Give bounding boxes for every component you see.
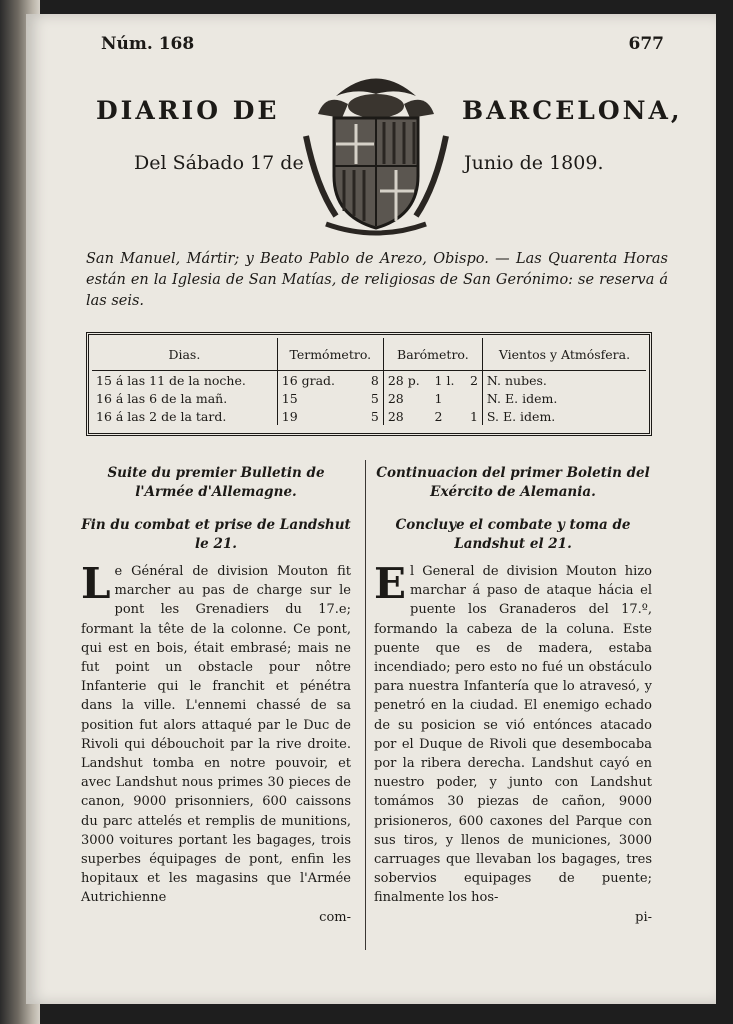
page-number: 677 bbox=[628, 34, 664, 54]
title-right: BARCELONA, bbox=[462, 96, 683, 125]
french-article bbox=[81, 559, 351, 908]
spanish-subheading: Concluye el combate y toma de Landshut el 21. bbox=[395, 517, 631, 552]
table-row bbox=[92, 407, 646, 425]
day-cell: 15 á las 11 de la noche. bbox=[92, 371, 277, 390]
date-right: Junio de 1809. bbox=[464, 152, 604, 174]
coat-of-arms-icon bbox=[296, 66, 456, 236]
temp-cell: 19 bbox=[281, 408, 298, 424]
spanish-column bbox=[374, 464, 652, 927]
spanish-article bbox=[374, 559, 652, 908]
header-barometer: Barómetro. bbox=[383, 338, 482, 371]
french-heading: Suite du premier Bulletin de l'Armée d'Allemagne. bbox=[107, 465, 325, 500]
baro-cell: 28 bbox=[387, 390, 404, 406]
temp-cell: 15 bbox=[281, 390, 298, 406]
newspaper-page bbox=[26, 14, 716, 1004]
title-left: DIARIO DE bbox=[96, 96, 280, 125]
temp-frac-cell: 5 bbox=[361, 407, 383, 425]
spanish-drop-cap: E bbox=[374, 559, 407, 608]
day-cell: 16 á las 6 de la mañ. bbox=[92, 389, 277, 407]
baro-cell: 28 bbox=[387, 408, 404, 424]
temp-cell: 16 grad. bbox=[281, 372, 336, 388]
table-row bbox=[92, 389, 646, 407]
baro-lines-cell: 1 l. bbox=[434, 372, 455, 388]
spanish-heading: Continuacion del primer Boletin del Exército de Alemania. bbox=[376, 465, 650, 500]
spanish-catchword: pi- bbox=[635, 909, 652, 925]
temp-frac-cell: 8 bbox=[361, 371, 383, 390]
weather-table bbox=[86, 332, 652, 436]
spanish-body: l General de division Mouton hizo marchar á paso de ataque hácia el puente los Granaderos del 17.º, formando la cabeza de la coluna. Este puente que es de madera, estaba incendiado; pero esto no fué un obstáculo para nuestra Infantería que lo atravesó, y penetró en la ciudad. El enemigo echado de su posicion se vió entónces atacado por el Duque de Rivoli que desembocaba por la ribera derecha. Landshut cayó en nuestro poder, y junto con Landshut tomámos 30 piezas de cañon, 9000 prisioneros, 600 caxones del Parque con sus tiros, y llenos de municiones, 3000 carruages que llevaban los bagages, tres sobervios equipages de puente; finalmente los hos- bbox=[374, 564, 652, 906]
saints-of-the-day: San Manuel, Mártir; y Beato Pablo de Arezo, Obispo. — Las Quarenta Horas están en la Iglesia de San Matías, de religiosas de San Gerónimo: se reserva á las seis. bbox=[86, 251, 668, 309]
baro-frac-cell: 1 bbox=[463, 407, 482, 425]
table-row bbox=[92, 371, 646, 390]
wind-cell: N. E. idem. bbox=[486, 390, 558, 406]
baro-lines-cell: 1 bbox=[434, 390, 443, 406]
french-drop-cap: L bbox=[81, 559, 111, 608]
french-subheading: Fin du combat et prise de Landshut le 21. bbox=[81, 517, 351, 552]
temp-frac-cell: 5 bbox=[361, 389, 383, 407]
header-days: Dias. bbox=[92, 338, 277, 371]
header-thermometer: Termómetro. bbox=[277, 338, 383, 371]
french-body: e Général de division Mouton fit marcher au pas de charge sur le pont les Grenadiers du 17.e; formant la tête de la colonne. Ce pont, qui est en bois, était embrasé; mais ne fut point un obstacle pour nôtre Infanterie qui le franchit et pénétra dans la ville. L'ennemi chassé de sa position fut alors attaqué par le Duc de Rivoli qui débouchoit par la rive droite. Landshut tomba en notre pouvoir, et avec Landshut nous primes 30 pieces de canon, 9000 prisonniers, 600 caissons du parc attelés et remplis de munitions, 3000 voitures portant les bagages, trois superbes équipages de pont, enfin les hopitaux et les magasins que l'Armée Autrichienne bbox=[81, 564, 351, 906]
issue-number: Núm. 168 bbox=[101, 34, 195, 54]
date-left: Del Sábado 17 de bbox=[134, 152, 304, 174]
french-column bbox=[81, 464, 351, 927]
baro-lines-cell: 2 bbox=[434, 408, 443, 424]
wind-cell: S. E. idem. bbox=[486, 408, 556, 424]
baro-cell: 28 p. bbox=[387, 372, 420, 388]
column-divider bbox=[365, 460, 366, 950]
header-winds: Vientos y Atmósfera. bbox=[482, 338, 646, 371]
baro-frac-cell: 2 bbox=[463, 371, 482, 390]
baro-frac-cell bbox=[463, 389, 482, 407]
wind-cell: N. nubes. bbox=[486, 372, 547, 388]
french-catchword: com- bbox=[319, 909, 351, 925]
day-cell: 16 á las 2 de la tard. bbox=[92, 407, 277, 425]
